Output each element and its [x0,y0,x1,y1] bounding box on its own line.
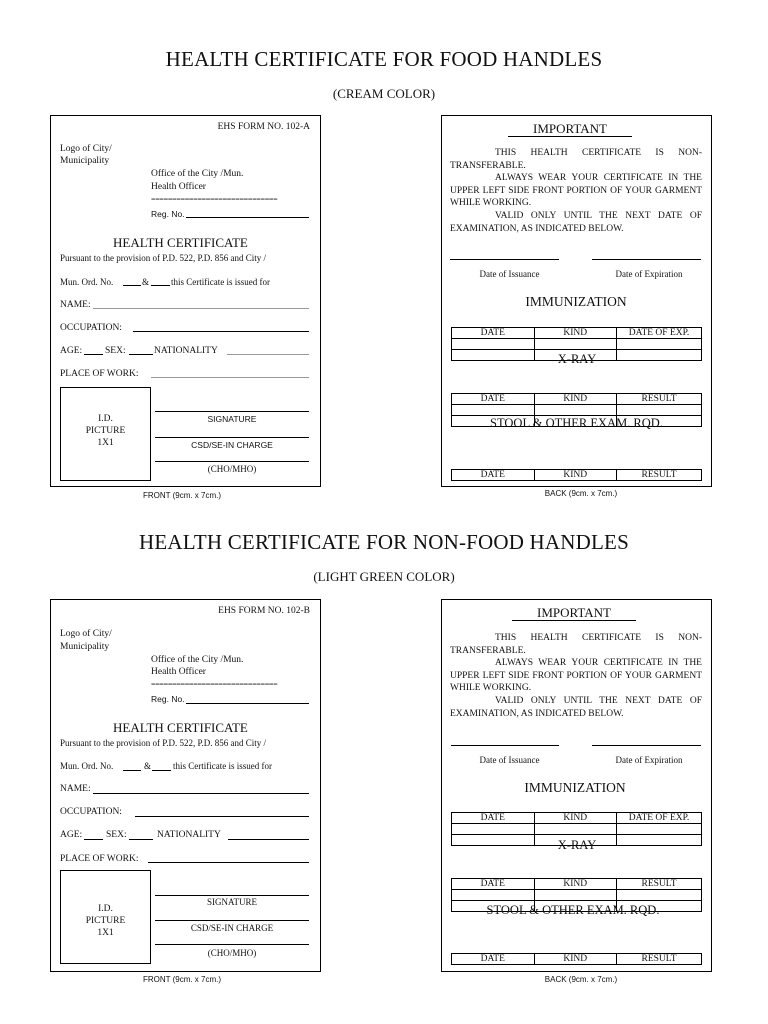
id-picture-label-2: PICTURE [85,426,126,436]
xray-label: X-RAY [557,838,597,852]
nationality-line [228,839,309,840]
issuance-label: Date of Issuance [479,755,540,765]
id-picture-label-2: PICTURE [85,916,126,926]
cho-line [155,461,309,462]
nationality-label: NATIONALITY [154,346,218,356]
cho-label: (CHO/MHO) [207,948,257,958]
reg-no-label: Reg. No. [151,694,185,704]
food-back-card [441,115,712,487]
age-line [84,354,103,355]
sex-line [129,839,153,840]
nationality-label: NATIONALITY [157,830,221,840]
col-result: RESULT [617,879,702,890]
col-date: DATE [452,813,535,824]
stool-exam-table [451,469,702,481]
issuance-label: Date of Issuance [479,269,540,279]
sex-label: SEX: [105,346,126,356]
csd-line [155,437,309,438]
col-date-of-exp: DATE OF EXP. [617,328,702,339]
csd-label: CSD/SE-IN CHARGE [191,440,273,450]
col-kind: KIND [534,328,617,339]
separator: ============================== [151,195,278,204]
food-back-caption: BACK (9cm. x 7cm.) [544,489,618,498]
occupation-line [135,816,309,817]
stool-exam-label: STOOL & OTHER EXAM. RQD. [486,903,660,917]
signature-label: SIGNATURE [207,414,257,424]
id-picture-label: I.D. [98,414,113,424]
col-date: DATE [452,394,535,405]
occupation-line [133,331,309,332]
col-result: RESULT [617,954,702,965]
name-line [93,308,309,309]
form-number: EHS FORM NO. 102-A [217,122,310,132]
nonfood-color-note: (LIGHT GREEN COLOR) [313,569,455,584]
note-valid-until: VALID ONLY UNTIL THE NEXT DATE OF EXAMINATION, AS INDICATED BELOW. [450,695,702,719]
food-section-title: HEALTH CERTIFICATE FOR FOOD HANDLES [165,47,603,71]
col-kind: KIND [534,813,617,824]
csd-label: CSD/SE-IN CHARGE [190,923,274,933]
note-non-transferable: THIS HEALTH CERTIFICATE IS NON-TRANSFERABLE. [450,148,702,171]
ord-no-line-1 [123,285,141,286]
ord-no-label: Mun. Ord. No. [60,277,114,287]
logo-label: Logo of City/ [60,629,112,639]
nationality-line [227,354,309,355]
table-cell [452,339,535,350]
nonfood-back-caption: BACK (9cm. x 7cm.) [544,975,618,984]
issuance-line [451,745,559,746]
occupation-label: OCCUPATION: [60,807,122,817]
id-picture-size: 1X1 [97,438,114,448]
id-picture-box [60,870,151,964]
logo-label: Logo of City/ [60,144,112,154]
nonfood-front-caption: FRONT (9cm. x 7cm.) [142,975,222,984]
table-cell [534,824,617,835]
cho-label: (CHO/MHO) [207,464,257,474]
immunization-heading: IMMUNIZATION [525,294,627,309]
nonfood-back-card [441,599,712,972]
age-label: AGE: [60,346,83,356]
form-number: EHS FORM NO. 102-B [218,606,310,616]
col-date: DATE [452,879,535,890]
important-heading: IMPORTANT [508,121,632,137]
nonfood-front-card [50,599,321,972]
table-cell [534,405,617,416]
col-result: RESULT [617,394,702,405]
table-cell [617,890,702,901]
table-cell [617,350,702,361]
ord-no-line-1 [123,770,141,771]
ord-no-line-2 [152,770,171,771]
table-cell [617,835,702,846]
important-notes [450,147,702,235]
certificate-heading: HEALTH CERTIFICATE [113,720,248,735]
signature-top-line [155,411,309,412]
food-front-card [50,115,321,487]
issuance-line [450,259,559,260]
table-cell [534,339,617,350]
ord-ampersand: & [144,761,152,771]
issued-for-text: this Certificate is issued for [173,761,272,771]
pursuant-text: Pursuant to the provision of P.D. 522, P.D. 856 and City / [60,253,267,263]
table-cell [452,350,535,361]
col-date-of-exp: DATE OF EXP. [617,813,702,824]
table-cell [617,405,702,416]
xray-label: X-RAY [557,352,597,366]
age-line [84,839,103,840]
expiration-line [592,745,701,746]
place-of-work-line [151,377,309,378]
occupation-label: OCCUPATION: [60,323,122,333]
table-cell [534,890,617,901]
ord-no-label: Mun. Ord. No. [60,761,114,771]
expiration-label: Date of Expiration [615,269,683,279]
office-label-2: Health Officer [151,667,206,677]
col-kind: KIND [534,394,617,405]
sex-line [129,354,153,355]
col-result: RESULT [617,470,702,481]
issued-for-text: this Certificate is issued for [171,277,270,287]
logo-label-2: Municipality [60,642,110,652]
nonfood-section-title: HEALTH CERTIFICATE FOR NON-FOOD HANDLES [139,530,629,554]
reg-no-line [186,703,309,704]
immunization-heading: IMMUNIZATION [524,780,626,795]
csd-line [155,920,309,921]
place-of-work-label: PLACE OF WORK: [60,369,139,379]
place-of-work-label: PLACE OF WORK: [60,854,139,864]
place-of-work-line [148,862,309,863]
logo-label-2: Municipality [60,156,110,166]
age-label: AGE: [60,830,83,840]
col-kind: KIND [534,954,617,965]
table-cell [452,835,535,846]
important-heading: IMPORTANT [512,605,636,621]
expiration-line [592,259,701,260]
note-wear-certificate: ALWAYS WEAR YOUR CERTIFICATE IN THE UPPER LEFT SIDE FRONT PORTION OF YOUR GARMENT WHILE WORKING. [450,658,702,694]
table-cell [617,824,702,835]
id-picture-size: 1X1 [97,928,114,938]
note-wear-certificate: ALWAYS WEAR YOUR CERTIFICATE IN THE UPPER LEFT SIDE FRONT PORTION OF YOUR GARMENT WHILE WORKING. [450,173,702,209]
table-cell [452,824,535,835]
office-label-2: Health Officer [151,182,206,192]
office-label: Office of the City /Mun. [151,655,244,665]
certificate-heading: HEALTH CERTIFICATE [113,235,248,250]
id-picture-label: I.D. [98,904,113,914]
name-line [93,793,309,794]
reg-no-line [186,217,309,218]
food-color-note: (CREAM COLOR) [332,86,436,101]
pursuant-text: Pursuant to the provision of P.D. 522, P.D. 856 and City / [60,738,267,748]
reg-no-label: Reg. No. [151,209,185,219]
expiration-label: Date of Expiration [615,755,683,765]
office-label: Office of the City /Mun. [151,169,244,179]
col-kind: KIND [534,879,617,890]
name-label: NAME: [60,300,91,310]
cho-line [155,944,309,945]
note-non-transferable: THIS HEALTH CERTIFICATE IS NON-TRANSFERABLE. [450,633,702,656]
col-date: DATE [452,954,535,965]
important-notes [450,632,702,720]
stool-exam-label: STOOL & OTHER EXAM. RQD. [490,416,663,430]
table-cell [617,339,702,350]
id-picture-box [60,387,151,481]
sex-label: SEX: [106,830,127,840]
separator: ============================== [151,680,278,689]
note-valid-until: VALID ONLY UNTIL THE NEXT DATE OF EXAMINATION, AS INDICATED BELOW. [450,210,702,234]
ord-ampersand: & [142,277,150,287]
food-front-caption: FRONT (9cm. x 7cm.) [142,491,222,500]
signature-label: SIGNATURE [206,897,257,907]
table-cell [452,405,535,416]
name-label: NAME: [60,784,91,794]
ord-no-line-2 [151,285,170,286]
col-date: DATE [452,328,535,339]
stool-exam-table [451,953,702,965]
col-date: DATE [452,470,535,481]
col-kind: KIND [534,470,617,481]
table-cell [452,890,535,901]
